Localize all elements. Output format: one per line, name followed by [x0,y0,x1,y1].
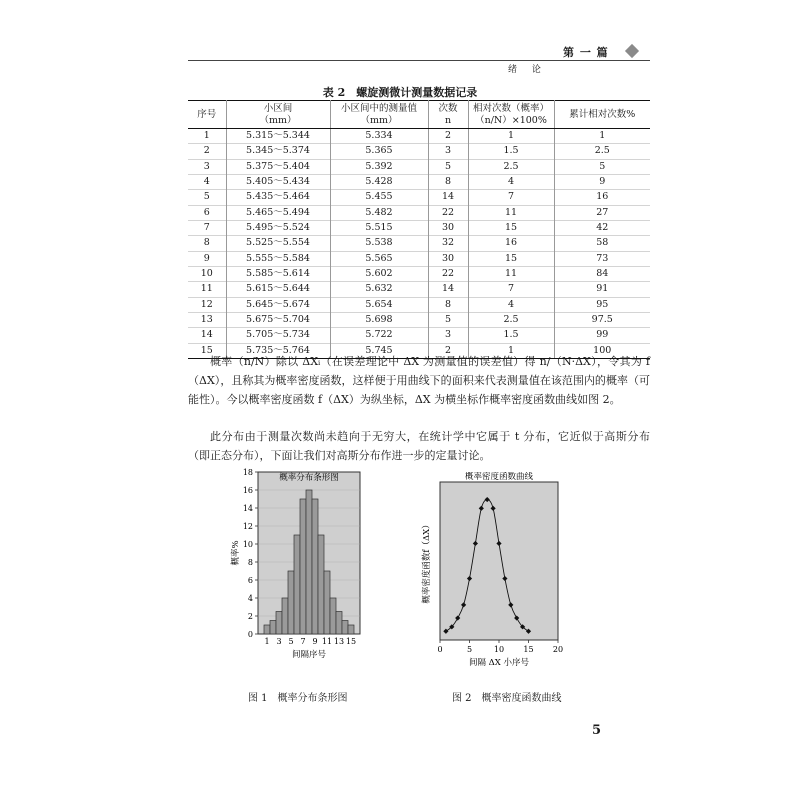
table-cell: 16 [554,190,650,205]
table-cell: 5.565 [330,251,428,266]
figure1-xtick-label: 3 [276,637,282,646]
table-cell: 1 [468,343,554,358]
table-cell: 1.5 [468,328,554,343]
table-cell: 3 [428,328,468,343]
figure1-ytick-label: 0 [247,630,253,639]
table-cell: 16 [468,236,554,251]
table-cell: 5.525～5.554 [226,236,330,251]
table-cell: 7 [468,282,554,297]
figure2-xtick-label: 20 [552,645,564,654]
table-cell: 5 [428,312,468,327]
figure2-xlabel: 间隔 ΔX 小序号 [468,658,530,668]
table-header-cell [428,101,468,129]
table-header-text: 小区间中的测量值 [340,102,417,114]
table-cell: 5.632 [330,282,428,297]
table-cell: 5.375～5.404 [226,159,330,174]
table-cell: 32 [428,236,468,251]
table-cell: 73 [554,251,650,266]
table-cell: 1 [188,129,226,144]
table-header-text: （mm） [360,114,398,126]
table-cell: 95 [554,297,650,312]
table-row [188,328,650,343]
figure1-ytick-label: 18 [242,468,253,477]
table-cell: 30 [428,251,468,266]
table-cell: 5.538 [330,236,428,251]
table-cell: 4 [468,297,554,312]
table-row [188,236,650,251]
table-caption: 表 2 螺旋测微计测量数据记录 [322,86,478,99]
figure1-xtick-label: 7 [300,637,306,646]
table-cell: 7 [468,190,554,205]
figure1-xtick-label: 1 [264,637,270,646]
table-cell: 15 [468,251,554,266]
table-cell: 5.615～5.644 [226,282,330,297]
table-cell: 13 [188,312,226,327]
table-cell: 12 [188,297,226,312]
table-cell: 5.675～5.704 [226,312,330,327]
figure2-xtick-label: 15 [523,645,534,654]
figure1-bar [324,571,330,634]
table-cell: 15 [468,220,554,235]
table-cell: 15 [188,343,226,358]
table-row [188,220,650,235]
table-cell: 3 [428,144,468,159]
table-header-text: 累计相对次数% [569,108,636,120]
table-cell: 14 [428,190,468,205]
figure1-bar [282,598,288,634]
table-cell: 5.654 [330,297,428,312]
figure2-caption: 图 2 概率密度函数曲线 [452,693,562,704]
table-cell: 14 [188,328,226,343]
table-row [188,266,650,281]
running-header-section: 绪 论 [508,65,547,75]
table-row [188,144,650,159]
figure1-bar [318,535,324,634]
figure1-bar [348,625,354,634]
figure1-bar [264,625,270,634]
figure1-xtick-label: 9 [312,637,318,646]
table-cell: 5.585～5.614 [226,266,330,281]
table-row [188,297,650,312]
table-cell: 30 [428,220,468,235]
table-cell: 1 [599,130,606,142]
table-cell: 4 [188,174,226,189]
page-number: 5 [592,723,602,738]
figure1-ytick-label: 8 [247,558,253,567]
table-row [188,129,650,144]
figure1-bar-chart [228,466,368,662]
table-cell: 99 [554,328,650,343]
figure1-ytick-label: 14 [242,504,253,513]
table-cell: 42 [554,220,650,235]
figure1-caption: 图 1 概率分布条形图 [248,693,348,704]
table-cell: 7 [188,220,226,235]
table-cell: 2.5 [468,159,554,174]
table-header-cell [554,101,650,129]
table-cell: 5.428 [330,174,428,189]
figure1-bar [294,535,300,634]
table-cell: 2.5 [554,144,650,159]
header-diamond-icon [625,44,639,58]
table-header-text: 相对次数（概率） [472,102,549,114]
table-cell: 5.698 [330,312,428,327]
table-cell: 8 [428,174,468,189]
table-cell: 5.555～5.584 [226,251,330,266]
table-body [188,129,650,359]
table-cell: 5 [428,159,468,174]
table-cell: 5.405～5.434 [226,174,330,189]
table-row [188,205,650,220]
figure1-ylabel: 概率% [231,540,241,566]
figure1-bar [330,598,336,634]
table-cell: 100 [554,343,650,358]
figure1-ytick-label: 10 [242,540,253,549]
table-cell: 9 [554,174,650,189]
table-cell: 11 [468,266,554,281]
figure2-line-chart [420,472,580,672]
table-header-cell [226,101,330,129]
table-cell: 14 [428,282,468,297]
table-cell: 9 [188,251,226,266]
table-cell: 11 [468,205,554,220]
figure1-bar [306,490,312,634]
table-header-cell [468,101,554,129]
table-cell: 5.315～5.344 [226,129,330,144]
table-cell: 5.735～5.764 [226,343,330,358]
table-header-text: 序号 [197,108,217,120]
table-row [188,190,650,205]
paragraph-probability-density: 概率（n/N）除以 ΔXᵢ（在误差理论中 ΔX 为测量值的误差值）得 n/（N·ΔX），令其为 f（ΔX），且称其为概率密度函数，这样便于用曲线下的面积来代表测量值在该范围内的概率（可能性）。今以概率密度函数 f（ΔX）为纵坐标，ΔX 为横坐标作概率密度函数曲线如图 2。 [188,355,650,406]
table-cell: 2 [188,144,226,159]
table-cell: 5.455 [330,190,428,205]
table-cell: 4 [468,174,554,189]
table-header-row [188,101,650,129]
table-header-cell [330,101,428,129]
figure1-xlabel: 间隔序号 [291,650,327,660]
table-row [188,312,650,327]
table-cell: 2.5 [468,312,554,327]
table-cell: 1.5 [468,144,554,159]
figure2-xtick-label: 10 [493,645,505,654]
table-cell: 8 [188,236,226,251]
table-cell: 91 [554,282,650,297]
figure1-ytick-label: 6 [247,576,253,585]
table-cell: 5.435～5.464 [226,190,330,205]
figure1-ytick-label: 4 [247,594,253,603]
figure1-title: 概率分布条形图 [279,473,339,483]
table-cell: 10 [188,266,226,281]
figure1-bar [276,612,282,635]
figure1-bar [270,621,276,635]
table-header-cell [188,101,226,129]
table-cell: 5.602 [330,266,428,281]
table-cell: 5.365 [330,144,428,159]
figure1-bar [342,621,348,635]
figure1-xtick-label: 5 [288,637,294,646]
table-cell: 22 [428,266,468,281]
measurement-table [188,100,650,359]
figure2-xtick-label: 0 [437,645,443,654]
table-cell: 22 [428,205,468,220]
table-cell: 5.392 [330,159,428,174]
figure2-title: 概率密度函数曲线 [464,472,534,482]
table-row [188,174,650,189]
table-cell: 1 [468,129,554,144]
table-cell: 97.5 [554,312,650,327]
table-header-text: n [444,114,452,126]
table-row [188,251,650,266]
table-cell: 5.745 [330,343,428,358]
table-cell: 3 [188,159,226,174]
paragraph-t-distribution: 此分布由于测量次数尚未趋向于无穷大，在统计学中它属于 t 分布，它近似于高斯分布（即正态分布），下面让我们对高斯分布作进一步的定量讨论。 [188,430,650,462]
table-cell: 5.645～5.674 [226,297,330,312]
table-cell: 27 [554,205,650,220]
figure1-ytick-label: 12 [242,522,253,531]
table-row [188,282,650,297]
table-cell: 5 [188,190,226,205]
header-rule [188,60,650,61]
figure1-bar [312,499,318,634]
table-cell: 5.334 [330,129,428,144]
table-cell: 5 [554,159,650,174]
figure2-xtick-label: 5 [466,645,473,654]
table-header-text: （n/N）×100% [475,114,547,126]
table-cell: 2 [428,343,468,358]
table-cell: 5.515 [330,220,428,235]
table-cell: 8 [428,297,468,312]
table-cell: 6 [188,205,226,220]
figure1-bar [336,612,342,635]
table-cell: 5.345～5.374 [226,144,330,159]
table-cell: 5.482 [330,205,428,220]
figure1-ytick-label: 16 [242,486,253,495]
figure1-ytick-label: 2 [247,612,253,621]
table-row [188,159,650,174]
figure1-xtick-label: 13 [333,637,345,646]
figure1-bar [300,499,306,634]
table-cell: 2 [428,129,468,144]
figure2-ylabel: 概率密度函数f（ΔX） [422,520,432,604]
running-header-part: 第 一 篇 [563,46,609,59]
table-cell: 5.465～5.494 [226,205,330,220]
table-cell: 5.495～5.524 [226,220,330,235]
table-cell: 11 [188,282,226,297]
table-cell: 84 [554,266,650,281]
table-cell: 58 [554,236,650,251]
table-cell: 5.722 [330,328,428,343]
figure1-xtick-label: 11 [321,637,333,646]
table-header-text: （mm） [259,114,297,126]
figure1-bar [288,571,294,634]
table-cell: 5.705～5.734 [226,328,330,343]
table-header-text: 次数 [438,102,458,114]
table-header-text: 小区间 [263,102,293,114]
figure1-xtick-label: 15 [345,637,357,646]
